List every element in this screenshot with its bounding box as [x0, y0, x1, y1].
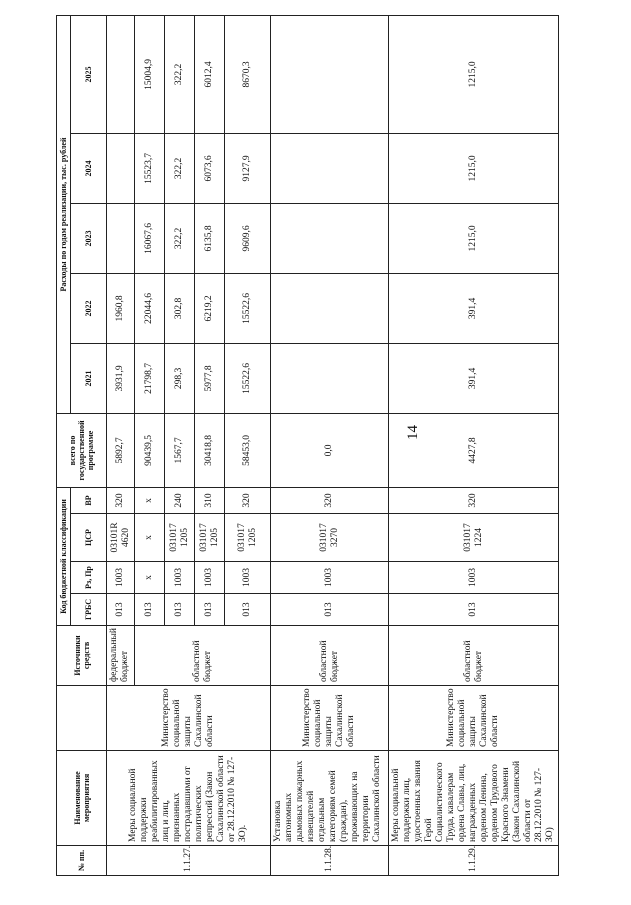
cell-2022: 22044,6 [135, 273, 165, 343]
cell-2021 [271, 343, 389, 413]
cell-total: 4427,8 [389, 413, 559, 487]
row-num: 1.1.29. [389, 846, 559, 876]
cell-2023: 6135,8 [195, 203, 225, 273]
header-years: Расходы по годам реализации, тыс. рублей [57, 15, 71, 413]
header-2025: 2025 [71, 15, 107, 133]
cell-csr: х [135, 514, 165, 562]
cell-rzpr: 1003 [389, 562, 559, 594]
row-executor: Министерство социальной защиты Сахалинской области [107, 686, 271, 751]
cell-2024: 322,2 [165, 133, 195, 203]
cell-total: 30418,8 [195, 413, 225, 487]
header-2021: 2021 [71, 343, 107, 413]
cell-2023 [107, 203, 135, 273]
cell-vr: 320 [107, 487, 135, 513]
header-num: № пп. [57, 846, 107, 876]
cell-2024: 15523,7 [135, 133, 165, 203]
cell-2021: 391,4 [389, 343, 559, 413]
cell-2023: 1215,0 [389, 203, 559, 273]
cell-2022: 391,4 [389, 273, 559, 343]
cell-grbs: 013 [135, 594, 165, 626]
row-source: областной бюджет [389, 626, 559, 686]
cell-2025: 8670,3 [225, 15, 271, 133]
header-total: всего по государственной программе [57, 413, 107, 487]
row-executor: Министерство социальной защиты Сахалинской области [389, 686, 559, 751]
cell-rzpr: 1003 [107, 562, 135, 594]
cell-vr: 310 [195, 487, 225, 513]
cell-2022: 1960,8 [107, 273, 135, 343]
header-vr: ВР [71, 487, 107, 513]
page-number: 14 [405, 425, 421, 440]
header-2022: 2022 [71, 273, 107, 343]
row-name: Меры социальной поддержки реабилитированных лиц и лиц, признанных пострадавшими от политических репрессий (Закон Сахалинской области от 28.12.2010 № 127-ЗО). [107, 751, 271, 846]
budget-table-rotated [56, 16, 556, 876]
cell-total: 58453,0 [225, 413, 271, 487]
cell-csr: 031017 1205 [225, 514, 271, 562]
cell-2022: 6219,2 [195, 273, 225, 343]
cell-2021: 3931,9 [107, 343, 135, 413]
cell-grbs: 013 [225, 594, 271, 626]
row-source: федеральный бюджет [107, 626, 135, 686]
cell-2022: 15522,6 [225, 273, 271, 343]
cell-csr: 03101R 4620 [107, 514, 135, 562]
cell-csr: 031017 1205 [195, 514, 225, 562]
cell-2022: 302,8 [165, 273, 195, 343]
cell-2024: 9127,9 [225, 133, 271, 203]
table-row [107, 15, 135, 875]
cell-2025: 15004,9 [135, 15, 165, 133]
budget-table [56, 15, 559, 876]
cell-rzpr: 1003 [165, 562, 195, 594]
cell-2024 [271, 133, 389, 203]
row-executor: Министерство социальной защиты Сахалинской области [271, 686, 389, 751]
table-row [271, 15, 389, 875]
cell-vr: 320 [225, 487, 271, 513]
cell-2025: 1215,0 [389, 15, 559, 133]
cell-vr: 320 [389, 487, 559, 513]
cell-grbs: 013 [195, 594, 225, 626]
cell-grbs: 013 [389, 594, 559, 626]
header-2024: 2024 [71, 133, 107, 203]
cell-2024: 6073,6 [195, 133, 225, 203]
cell-2021: 21798,7 [135, 343, 165, 413]
cell-rzpr: 1003 [271, 562, 389, 594]
cell-grbs: 013 [107, 594, 135, 626]
cell-2023 [271, 203, 389, 273]
cell-vr: х [135, 487, 165, 513]
cell-2021: 15522,6 [225, 343, 271, 413]
cell-vr: 320 [271, 487, 389, 513]
cell-total: 5892,7 [107, 413, 135, 487]
row-name: Меры социальной поддержки лиц, удостоенных звания Герой Социалистического Труда, кавалерам ордена Славы, лиц, награжденных орденом Ленина, орденом Трудового Красного Знамени (Закон Сахалинской области от 28.12.2010 № 127-ЗО) [389, 751, 559, 846]
header-kbk: Код бюджетной классификации [57, 487, 71, 625]
header-csr: ЦСР [71, 514, 107, 562]
cell-total: 0,0 [271, 413, 389, 487]
row-num: 1.1.28. [271, 846, 389, 876]
cell-2021: 5977,8 [195, 343, 225, 413]
header-executor [57, 686, 107, 751]
cell-2025 [271, 15, 389, 133]
cell-vr: 240 [165, 487, 195, 513]
header-rzpr: Рз, Пр [71, 562, 107, 594]
cell-2023: 16067,6 [135, 203, 165, 273]
cell-csr: 031017 3270 [271, 514, 389, 562]
cell-2025: 6012,4 [195, 15, 225, 133]
cell-2021: 298,3 [165, 343, 195, 413]
cell-2024 [107, 133, 135, 203]
cell-2022 [271, 273, 389, 343]
header-2023: 2023 [71, 203, 107, 273]
cell-total: 90439,5 [135, 413, 165, 487]
row-name: Установка автономных дымовых пожарных извещателей отдельным категориям семей (граждан), проживающих на территории Сахалинской области [271, 751, 389, 846]
cell-2025 [107, 15, 135, 133]
cell-2023: 9609,6 [225, 203, 271, 273]
header-name: Наименование мероприятия [57, 751, 107, 846]
cell-csr: 031017 1205 [165, 514, 195, 562]
header-grbs: ГРБС [71, 594, 107, 626]
cell-rzpr: х [135, 562, 165, 594]
cell-2023: 322,2 [165, 203, 195, 273]
cell-grbs: 013 [165, 594, 195, 626]
table-row [389, 15, 559, 875]
cell-csr: 031017 1224 [389, 514, 559, 562]
row-source: областной бюджет [135, 626, 271, 686]
row-num: 1.1.27. [107, 846, 271, 876]
row-source: областной бюджет [271, 626, 389, 686]
cell-rzpr: 1003 [225, 562, 271, 594]
cell-2024: 1215,0 [389, 133, 559, 203]
cell-rzpr: 1003 [195, 562, 225, 594]
header-source: Источники средств [57, 626, 107, 686]
cell-grbs: 013 [271, 594, 389, 626]
cell-total: 1567,7 [165, 413, 195, 487]
cell-2025: 322,2 [165, 15, 195, 133]
